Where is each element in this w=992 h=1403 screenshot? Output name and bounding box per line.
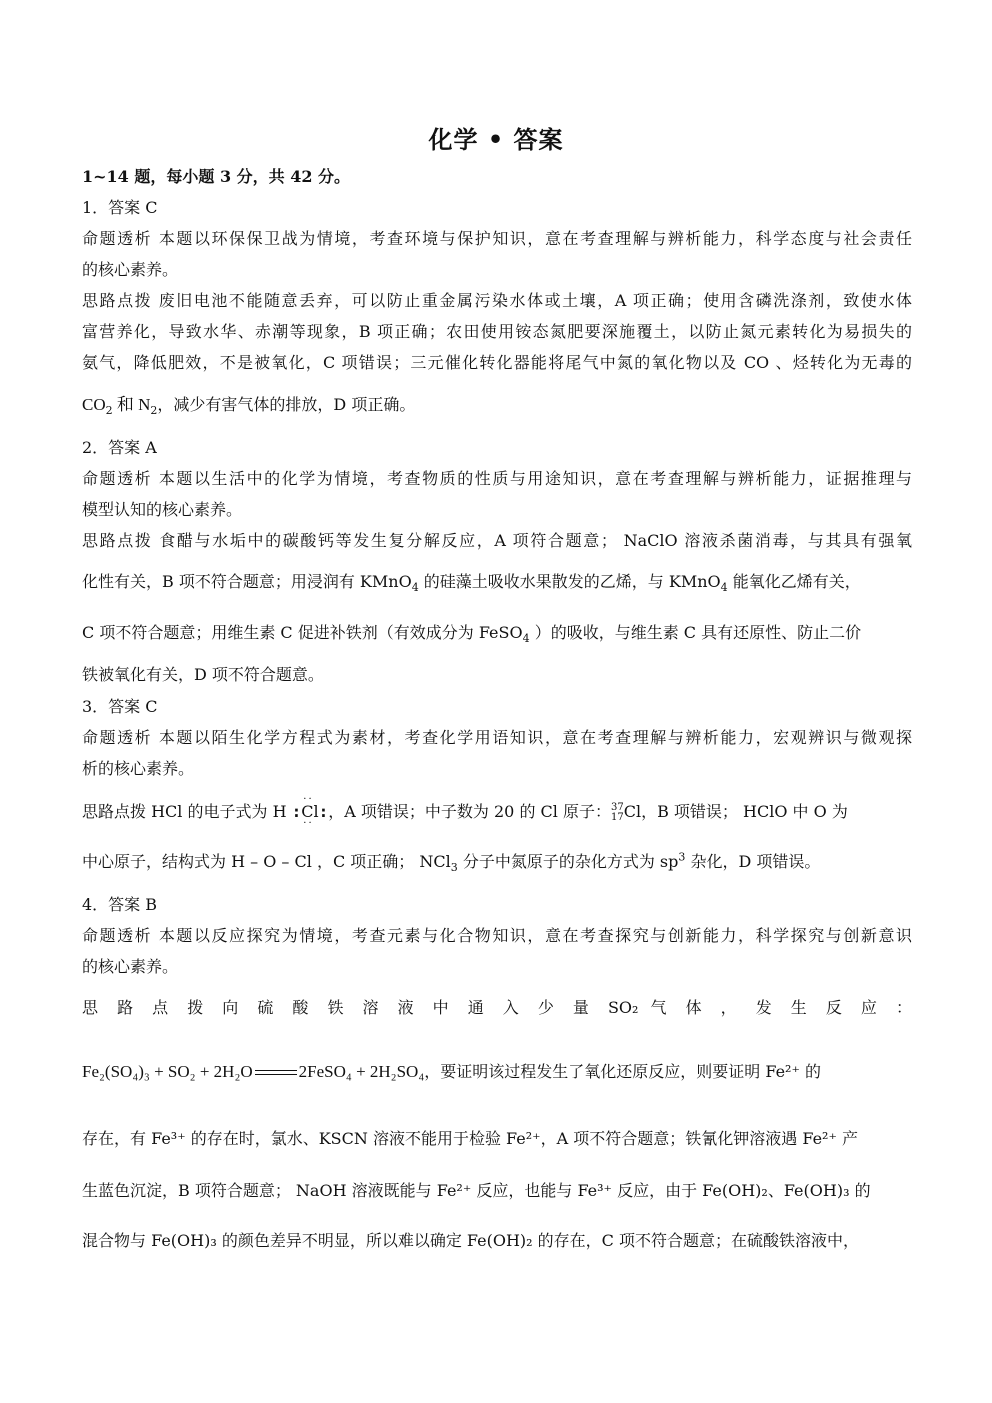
q2-line-1: 命题透析 本题以生活中的化学为情境，考查物质的性质与用途知识，意在考查理解与辨析能力，证据推理与 (82, 469, 912, 488)
q2-line-4-c: 的硅藻土吸收水果散发的乙烯，与 KMnO (418, 572, 721, 591)
q2-line-3: 思路点拨 食醋与水垢中的碳酸钙等发生复分解反应，A 项符合题意； NaClO 溶液杀菌消毒，与其具有强氧 (82, 531, 912, 550)
q1-line-6 (82, 395, 912, 418)
q3-line-3-c: ，A 项错误；中子数为 20 的 Cl 原子： (328, 802, 611, 821)
equals-sign-icon (253, 1069, 299, 1077)
page-title: 化学 • 答案 (428, 125, 564, 154)
subscript: 4 (411, 581, 419, 595)
q4-line-1: 命题透析 本题以反应探究为情境，考查元素与化合物知识，意在考查探究与创新能力，科学探究与创新意识 (82, 926, 912, 945)
q4-equation-line (82, 1062, 912, 1082)
subscript: 4 (720, 581, 728, 595)
superscript: 3 (678, 850, 686, 864)
q3-line-4-e: 杂化，D 项错误。 (685, 852, 821, 871)
lone-pair-top-icon: ·· (303, 794, 314, 805)
subscript: 2 (150, 404, 158, 418)
q2-line-6: 铁被氧化有关，D 项不符合题意。 (82, 665, 324, 684)
section-heading: 1~14 题，每小题 3 分，共 42 分。 (82, 167, 351, 186)
q1-line-3: 思路点拨 废旧电池不能随意丢弃，可以防止重金属污染水体或土壤，A 项正确；使用含磷洗涤剂，致使水体 (82, 291, 912, 310)
q1-answer: 1．答案 C (82, 198, 158, 217)
q2-line-5-c: ）的吸收，与维生素 C 具有还原性、防止二价 (529, 623, 862, 642)
q3-line-1: 命题透析 本题以陌生化学方程式为素材，考查化学用语知识，意在考查理解与辨析能力，宏观辨识与微观探 (82, 728, 912, 747)
lone-pair-bottom-icon: ·· (303, 818, 314, 829)
subscript: 2 (105, 404, 113, 418)
q2-line-2: 模型认知的核心素养。 (82, 500, 243, 519)
q3-line-3 (82, 794, 912, 829)
q1-line-2: 的核心素养。 (82, 260, 179, 279)
q2-line-4 (82, 572, 912, 595)
equation-left: Fe₂(SO₄)₃ + SO₂ + 2H₂O (82, 1062, 253, 1081)
q3-line-4 (82, 850, 912, 875)
co2-formula: CO (82, 395, 106, 414)
q1-line-5: 氨气，降低肥效，不是被氧化，C 项错误；三元催化转化器能将尾气中氮的氧化物以及 CO 、烃转化为无毒的 (82, 353, 912, 372)
q4-line-7: 混合物与 Fe(OH)₃ 的颜色差异不明显，所以难以确定 Fe(OH)₂ 的存在，C 项不符合题意；在硫酸铁溶液中， (82, 1231, 860, 1250)
n2-formula: 和 N (112, 395, 151, 414)
q3-line-2: 析的核心素养。 (82, 759, 195, 778)
q2-line-4-e: 能氧化乙烯有关， (727, 572, 861, 591)
cl-electron-dot (301, 794, 329, 829)
q3-line-4-c: 分子中氮原子的杂化方式为 sp (457, 852, 679, 871)
q2-line-5 (82, 623, 912, 646)
q4-line-6: 生蓝色沉淀，B 项符合题意； NaOH 溶液既能与 Fe²⁺ 反应，也能与 Fe³⁺ 反应，由于 Fe(OH)₂、Fe(OH)₃ 的 (82, 1181, 871, 1200)
q3-line-4-a: 中心原子，结构式为 H – O – Cl ，C 项正确； NCl (82, 852, 451, 871)
atomic-number: 17 (610, 811, 624, 823)
lone-pair-right-icon: : (318, 802, 329, 821)
q3-line-3-f: Cl，B 项错误； HClO 中 O 为 (623, 802, 848, 821)
q4-line-5: 存在，有 Fe³⁺ 的存在时，氯水、KSCN 溶液不能用于检验 Fe²⁺，A 项不符合题意；铁氰化钾溶液遇 Fe²⁺ 产 (82, 1129, 858, 1148)
q4-equation-tail: ，要证明该过程发生了氧化还原反应，则要证明 Fe²⁺ 的 (424, 1062, 821, 1081)
q4-line-3: 思 路 点 拨 向 硫 酸 铁 溶 液 中 通 入 少 量 SO₂ 气 体 ， 发 生 反 应 ： (82, 998, 912, 1017)
electron-pair-icon: : (291, 802, 302, 821)
cl-symbol: Cl (301, 802, 319, 821)
q3-line-3-a: 思路点拨 HCl 的电子式为 H (82, 802, 287, 821)
q2-line-5-a: C 项不符合题意；用维生素 C 促进补铁剂（有效成分为 FeSO (82, 623, 523, 642)
mass-number: 37 (610, 801, 624, 813)
equation-right: 2FeSO₄ + 2H₂SO₄ (298, 1062, 425, 1081)
q1-line-1: 命题透析 本题以环保保卫战为情境，考查环境与保护知识，意在考查理解与辨析能力，科学态度与社会责任 (82, 229, 912, 248)
q1-line-4: 富营养化，导致水华、赤潮等现象，B 项正确；农田使用铵态氮肥要深施覆土，以防止氮元素转化为易损失的 (82, 322, 912, 341)
q1-line-6-tail: ，减少有害气体的排放，D 项正确。 (157, 395, 416, 414)
subscript: 3 (450, 861, 458, 875)
q3-answer: 3．答案 C (82, 697, 158, 716)
subscript: 4 (522, 632, 530, 646)
q2-answer: 2．答案 A (82, 438, 157, 457)
isotope-numbers (611, 803, 624, 823)
q4-line-2: 的核心素养。 (82, 957, 179, 976)
q4-answer: 4．答案 B (82, 895, 158, 914)
q2-line-4-a: 化性有关，B 项不符合题意；用浸润有 KMnO (82, 572, 412, 591)
